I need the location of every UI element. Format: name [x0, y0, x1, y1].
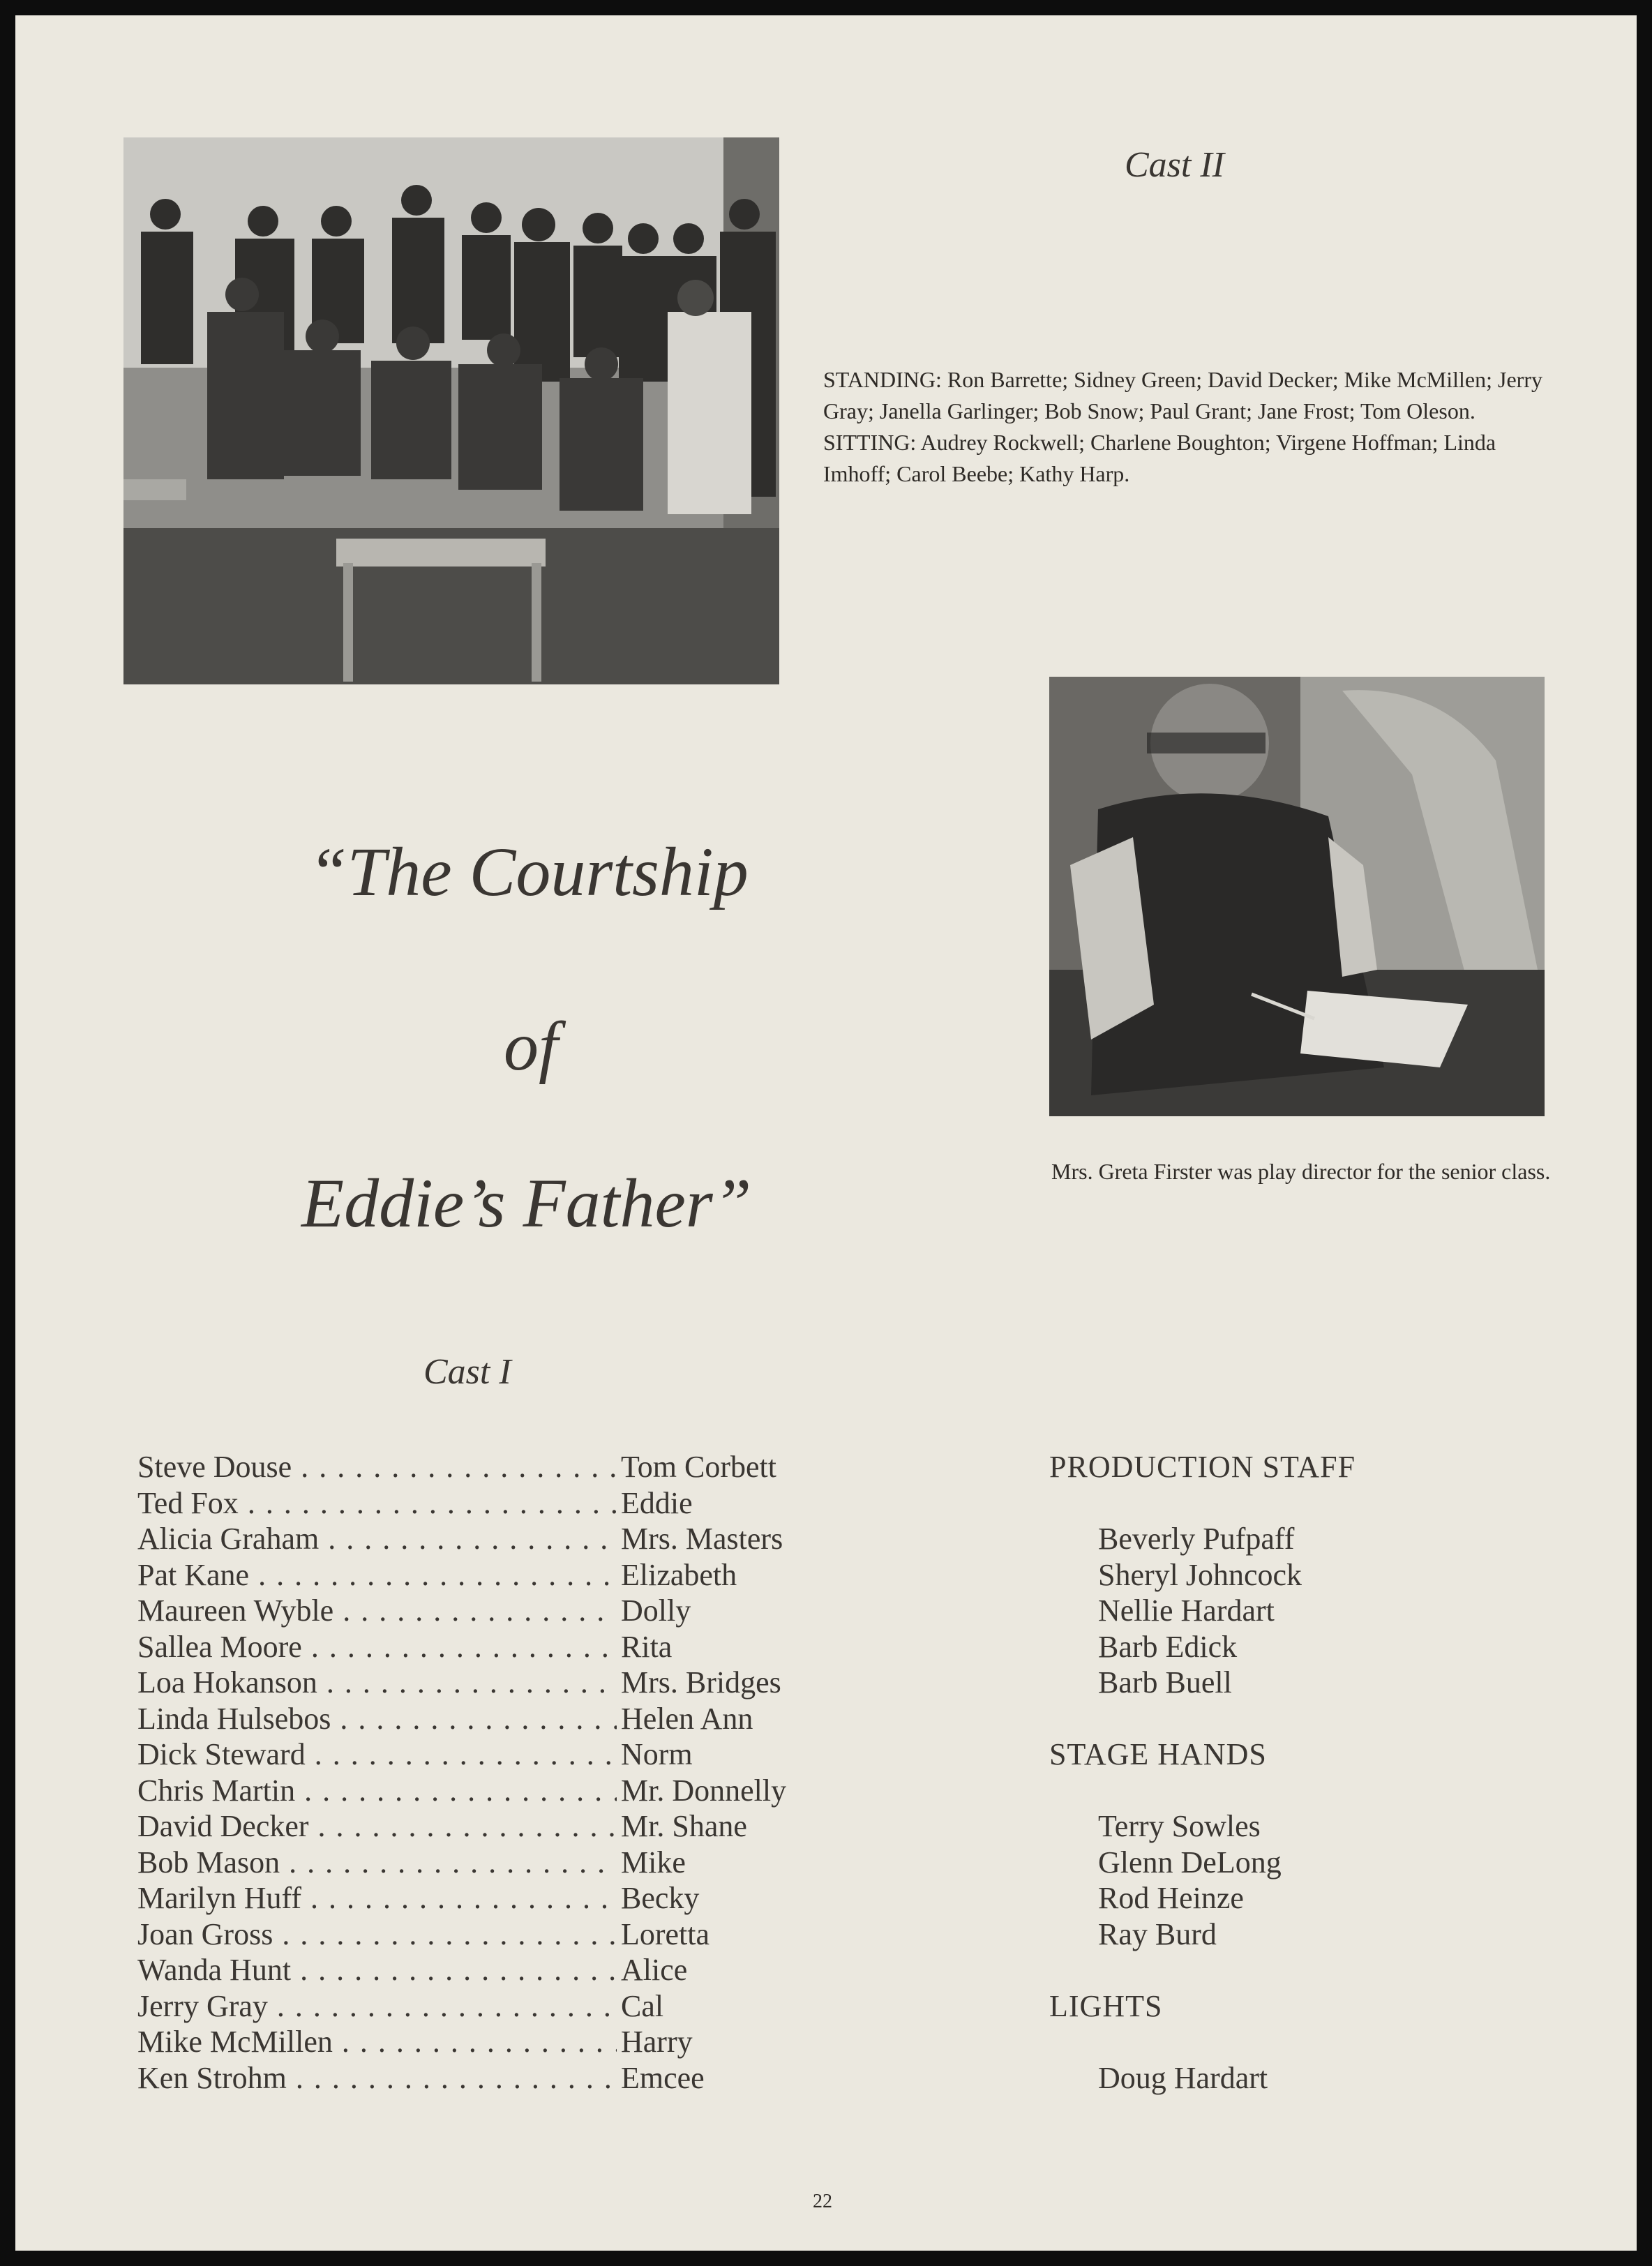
role-name: Elizabeth — [617, 1557, 737, 1593]
actor-name: Jerry Gray . . . — [137, 1988, 619, 2025]
actor-name: David Decker . . . — [137, 1808, 619, 1845]
cast-i-heading: Cast I — [423, 1352, 511, 1392]
actor-name: Joan Gross . . . — [137, 1916, 619, 1953]
staff-column — [1049, 1449, 1356, 2096]
actor-name: Chris Martin . . . — [137, 1773, 619, 1809]
staff-member: Doug Hardart — [1098, 2060, 1268, 2095]
staff-member: Sheryl Johncock — [1098, 1557, 1302, 1592]
staff-member: Beverly Pufpaff — [1098, 1522, 1295, 1556]
yearbook-page — [15, 15, 1637, 2251]
role-name: Eddie — [617, 1485, 693, 1522]
role-name: Mrs. Masters — [617, 1521, 783, 1557]
actor-name: Linda Hulsebos . . . — [137, 1701, 619, 1737]
stage-hands-heading: STAGE HANDS — [1049, 1737, 1267, 1771]
role-name: Helen Ann — [617, 1701, 753, 1737]
role-name: Mrs. Bridges — [617, 1665, 781, 1701]
role-name: Alice — [617, 1952, 687, 1988]
actor-name: Bob Mason . . . — [137, 1845, 619, 1881]
cast-ii-caption: STANDING: Ron Barrette; Sidney Green; David Decker; Mike McMillen; Jerry Gray; Janella Garlinger; Bob Snow; Paul Grant; Jane Frost; Tom Oleson. SITTING: Audrey Rockwell; Charlene Boughton; Virgene Hoffman; Linda Imhoff; Carol Beebe; Kathy Harp. — [823, 367, 1542, 486]
staff-member: Rod Heinze — [1098, 1881, 1244, 1915]
role-name: Tom Corbett — [617, 1449, 776, 1485]
actor-name: Wanda Hunt . . . — [137, 1952, 619, 1988]
actor-name: Steve Douse . . . — [137, 1449, 619, 1485]
staff-member: Barb Buell — [1098, 1665, 1232, 1700]
director-caption: Mrs. Greta Firster was play director for the senior class. — [1051, 1159, 1551, 1184]
actor-name: Maureen Wyble . . . — [137, 1593, 619, 1629]
role-name: Norm — [617, 1736, 693, 1773]
actor-name: Sallea Moore . . . — [137, 1629, 619, 1665]
actor-name: Pat Kane . . . — [137, 1557, 619, 1593]
actor-name: Marilyn Huff . . . — [137, 1880, 619, 1916]
role-name: Mike — [617, 1845, 686, 1881]
actor-name: Dick Steward . . . — [137, 1736, 619, 1773]
role-name: Rita — [617, 1629, 672, 1665]
lights-heading: LIGHTS — [1049, 1988, 1163, 2023]
actor-name: Loa Hokanson . . . — [137, 1665, 619, 1701]
actor-name: Ted Fox . . . — [137, 1485, 619, 1522]
staff-member: Barb Edick — [1098, 1629, 1238, 1664]
actor-name: Mike McMillen . . . — [137, 2024, 619, 2060]
role-name: Mr. Donnelly — [617, 1773, 786, 1809]
role-name: Mr. Shane — [617, 1808, 747, 1845]
role-name: Loretta — [617, 1916, 709, 1953]
play-title-line-3: Eddie’s Father” — [301, 1164, 752, 1242]
staff-member: Ray Burd — [1098, 1916, 1217, 1951]
role-name: Dolly — [617, 1593, 691, 1629]
role-name: Becky — [617, 1880, 699, 1916]
role-name: Emcee — [617, 2060, 705, 2096]
cast-ii-group-photo — [123, 137, 779, 684]
role-name: Cal — [617, 1988, 663, 2025]
play-title-line-2: of — [504, 1007, 558, 1085]
production-staff-heading: PRODUCTION STAFF — [1049, 1450, 1356, 1484]
staff-member: Terry Sowles — [1098, 1809, 1261, 1843]
actor-name: Ken Strohm . . . — [137, 2060, 619, 2096]
staff-member: Nellie Hardart — [1098, 1593, 1275, 1628]
actor-name: Alicia Graham . . . — [137, 1521, 619, 1557]
play-title-line-1: “The Courtship — [308, 833, 749, 910]
page-number: 22 — [813, 2191, 832, 2212]
director-photo — [1049, 677, 1545, 1116]
cast-ii-heading: Cast II — [1125, 145, 1224, 185]
role-name: Harry — [617, 2024, 693, 2060]
staff-member: Glenn DeLong — [1098, 1845, 1282, 1879]
